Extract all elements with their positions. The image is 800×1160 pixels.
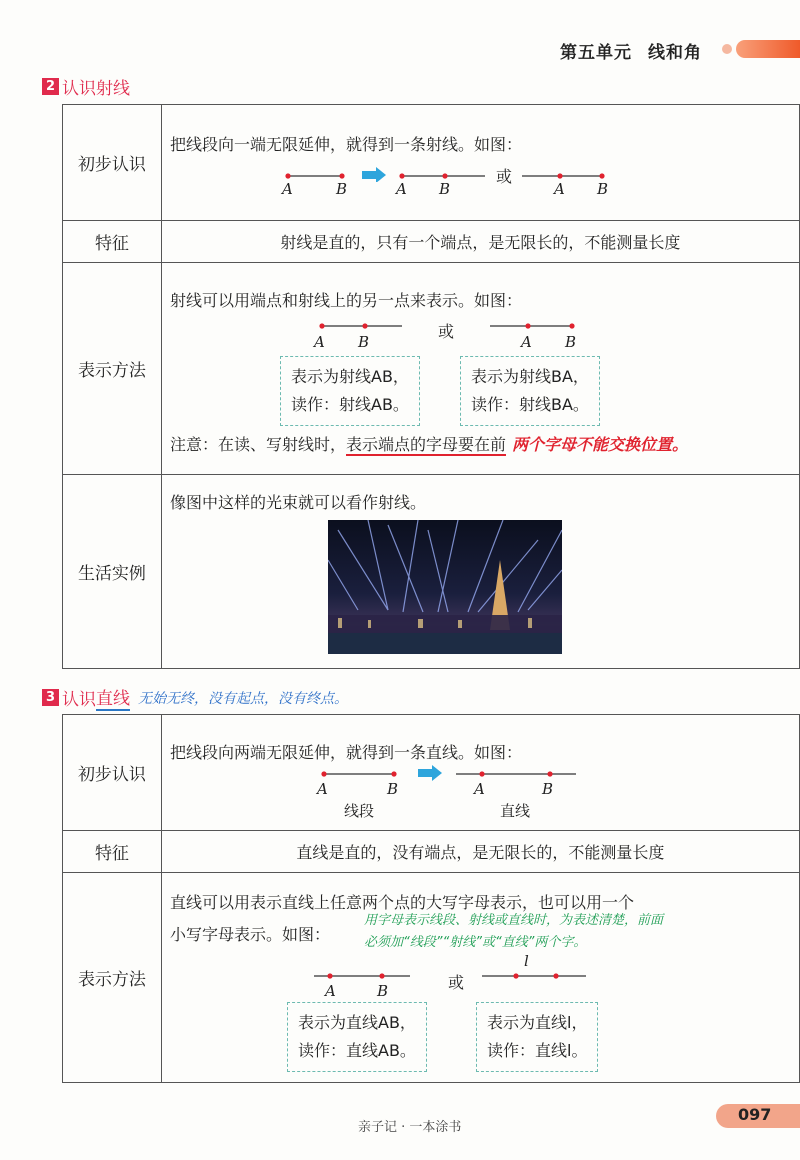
section-3-heading-a: 认识 [62, 690, 96, 710]
point-a: A [521, 333, 532, 351]
line-method-label: 表示方法 [63, 873, 162, 1083]
point-b: B [565, 333, 577, 351]
point-b: B [358, 333, 370, 351]
ray-method-figure [310, 318, 600, 334]
or-label: 或 [448, 973, 465, 992]
section-3-title [42, 684, 348, 711]
ray-example-text: 像图中这样的光束就可以看作射线。 [170, 493, 427, 512]
line-letter-l: l [524, 952, 529, 970]
ray-ab-write: 表示为射线AB， [291, 367, 409, 386]
point-b: B [377, 982, 389, 1000]
segment-caption: 线段 [344, 802, 375, 820]
line-l-read: 读作：直线l。 [487, 1041, 588, 1060]
ray-method-text: 射线可以用端点和射线上的另一点来表示。如图： [170, 291, 523, 310]
point-a: A [554, 180, 565, 198]
ray-feature-text: 射线是直的，只有一个端点，是无限长的，不能测量长度 [161, 221, 799, 263]
ray-intro-figure [270, 162, 630, 182]
ray-ab-read: 读作：射线AB。 [291, 395, 409, 414]
light-beam-photo [328, 520, 562, 654]
ray-intro-label: 初步认识 [63, 105, 162, 221]
or-label: 或 [496, 167, 513, 186]
page-number: 097 [738, 1105, 772, 1124]
light-beam-image [328, 520, 562, 654]
transform-arrow-icon [362, 167, 386, 182]
unit-topic: 线和角 [648, 43, 702, 63]
ray-ba-read: 读作：射线BA。 [471, 395, 589, 414]
or-label: 或 [438, 322, 455, 341]
line-intro-label: 初步认识 [63, 715, 162, 831]
line-method-handwriting-2: 必须加“线段”“射线”或“直线”两个字。 [364, 935, 587, 950]
ray-note [170, 432, 688, 455]
unit-label: 第五单元 [560, 43, 632, 63]
line-intro-text: 把线段向两端无限延伸，就得到一条直线。如图： [170, 743, 523, 762]
section-2-number: 2 [42, 78, 59, 95]
ray-ba-notation-box [460, 356, 600, 426]
section-3-number: 3 [42, 689, 59, 706]
ray-intro-text: 把线段向一端无限延伸，就得到一条射线。如图： [170, 135, 523, 154]
point-b: B [336, 180, 348, 198]
point-a: A [317, 780, 328, 798]
note-underlined: 表示端点的字母要在前 [346, 435, 507, 454]
point-b: B [597, 180, 609, 198]
line-ab-read: 读作：直线AB。 [298, 1041, 416, 1060]
point-b: B [542, 780, 554, 798]
ray-ab-notation-box [280, 356, 420, 426]
line-caption: 直线 [500, 802, 531, 820]
footer-brand: 亲子记 · 一本涂书 [358, 1120, 462, 1135]
point-a: A [314, 333, 325, 351]
section-2-heading: 认识射线 [62, 79, 130, 99]
line-feature-text: 直线是直的，没有端点，是无限长的，不能测量长度 [161, 831, 799, 873]
line-method-text-2: 小写字母表示。如图： [170, 925, 331, 944]
section-3-handwriting: 无始无终，没有起点，没有终点。 [138, 690, 348, 707]
unit-header [560, 38, 702, 63]
ray-example-label: 生活实例 [63, 475, 162, 669]
line-ab-write: 表示为直线AB， [298, 1013, 416, 1032]
ray-method-label: 表示方法 [63, 263, 162, 475]
line-l-write: 表示为直线l， [487, 1013, 588, 1032]
note-handwriting: 两个字母不能交换位置。 [512, 435, 689, 454]
header-decoration [736, 40, 800, 58]
section-2-title [42, 74, 130, 99]
ray-feature-label: 特征 [63, 221, 162, 263]
line-method-handwriting-1: 用字母表示线段、射线或直线时，为表述清楚，前面 [364, 913, 664, 928]
point-a: A [474, 780, 485, 798]
section-3-heading-b: 直线 [96, 684, 130, 711]
transform-arrow-icon [418, 765, 442, 781]
point-a: A [282, 180, 293, 198]
point-a: A [325, 982, 336, 1000]
line-method-text-1: 直线可以用表示直线上任意两个点的大写字母表示，也可以用一个 [170, 893, 635, 912]
ray-ba-write: 表示为射线BA， [471, 367, 589, 386]
point-b: B [439, 180, 451, 198]
line-ab-notation-box [287, 1002, 427, 1072]
line-l-notation-box [476, 1002, 598, 1072]
point-a: A [396, 180, 407, 198]
note-prefix: 注意：在读、写射线时， [170, 435, 347, 454]
line-feature-label: 特征 [63, 831, 162, 873]
point-b: B [387, 780, 399, 798]
